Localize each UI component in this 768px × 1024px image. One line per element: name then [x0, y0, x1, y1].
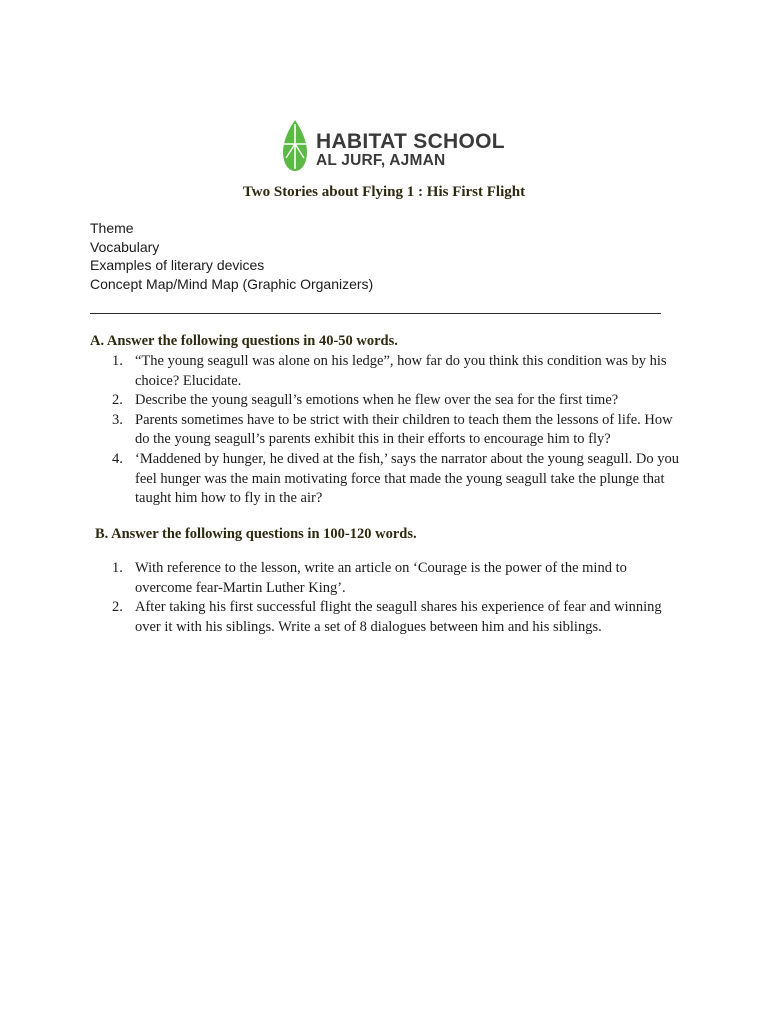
question-item: [112, 352, 682, 391]
school-location: AL JURF, AJMAN: [316, 152, 446, 169]
question-text: “The young seagull was alone on his ledge”, how far do you think this condition was by his choice? Elucidate.: [135, 353, 667, 389]
question-number: 1.: [112, 353, 123, 369]
question-text: Describe the young seagull’s emotions when he flew over the sea for the first time?: [135, 392, 619, 409]
question-item: [112, 411, 682, 450]
document-title: Two Stories about Flying 1 : His First Flight: [242, 184, 526, 200]
school-name: HABITAT SCHOOL: [316, 130, 505, 153]
question-text: ‘Maddened by hunger, he dived at the fish,’ says the narrator about the young seagull. Do you feel hunger was the main motivating force that made the young seagull take the plunge that taught him how to fly in the air?: [135, 450, 679, 507]
question-item: [112, 559, 682, 598]
section-a-heading: A. Answer the following questions in 40-50 words.: [90, 333, 398, 349]
question-number: 4.: [112, 450, 123, 467]
question-number: 2.: [112, 599, 123, 616]
question-item: [112, 391, 682, 411]
question-text: Parents sometimes have to be strict with their children to teach them the lessons of life. How do the young seagull’s parents exhibit this in their efforts to encourage him to fly?: [135, 411, 673, 448]
topics-list: [90, 219, 373, 294]
topic-item: Vocabulary: [90, 238, 160, 255]
divider-line: [90, 313, 661, 314]
question-number: 3.: [112, 411, 123, 428]
question-number: 2.: [112, 392, 123, 409]
question-item: [112, 598, 682, 637]
question-item: [112, 450, 682, 509]
topic-item: Concept Map/Mind Map (Graphic Organizers): [90, 276, 374, 293]
section-a-questions: [112, 352, 682, 509]
section-b-questions: [112, 559, 682, 637]
question-text: After taking his first successful flight the seagull shares his experience of fear and winning over it with his siblings. Write a set of 8 dialogues between him and his siblings.: [135, 599, 662, 635]
topic-item: Examples of literary devices: [90, 257, 265, 274]
leaf-logo-icon: [280, 118, 310, 174]
section-b-heading: B. Answer the following questions in 100-120 words.: [95, 526, 417, 542]
school-logo: [280, 118, 505, 174]
question-number: 1.: [112, 560, 123, 576]
topic-item: Theme: [90, 220, 134, 236]
question-text: With reference to the lesson, write an article on ‘Courage is the power of the mind to overcome fear-Martin Luther King’.: [135, 560, 627, 596]
